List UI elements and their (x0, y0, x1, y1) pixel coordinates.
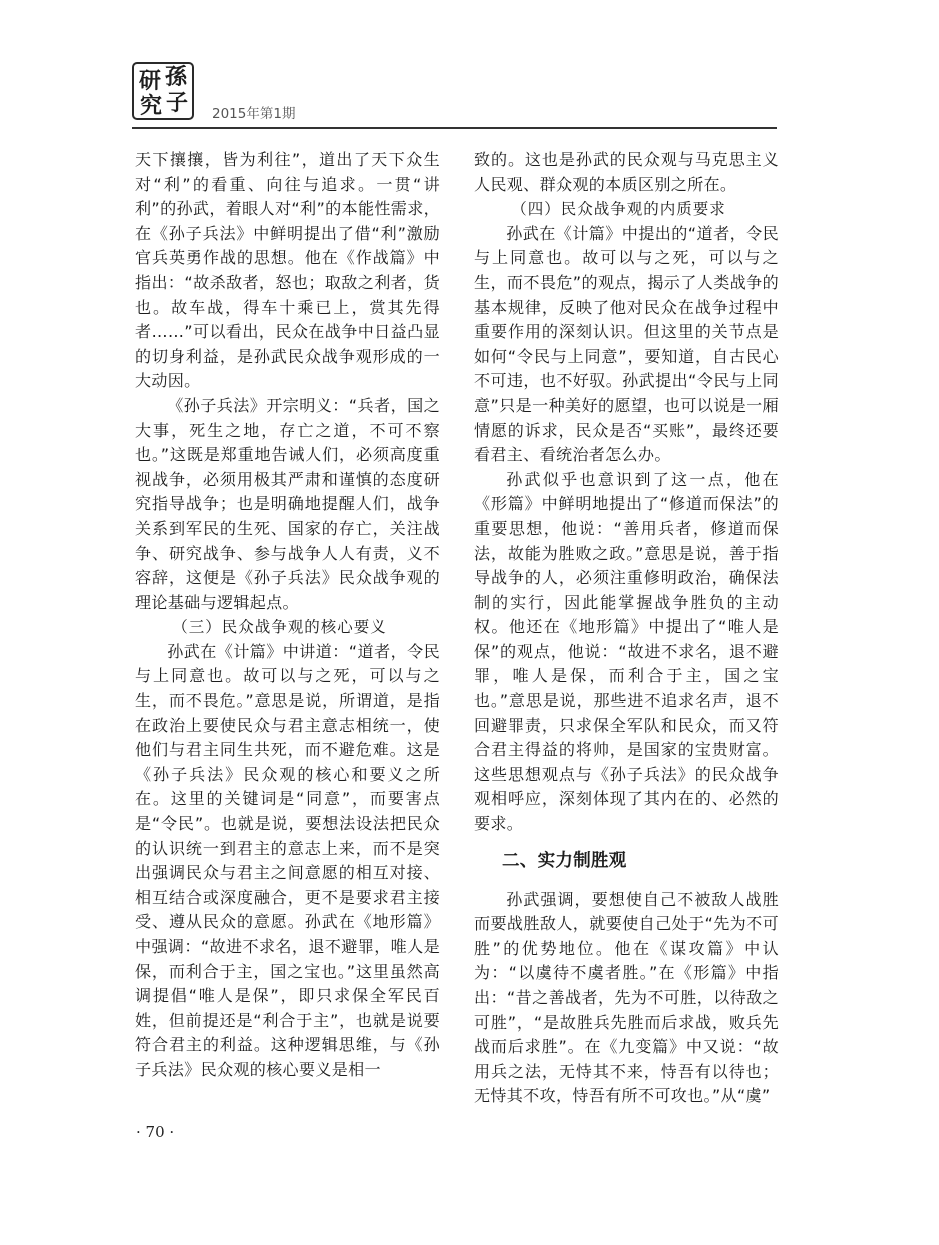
logo-char: 子 (166, 90, 189, 116)
subsection-heading: （四）民众战争观的内质要求 (511, 200, 726, 219)
paragraph: 孙武似乎也意识到了这一点，他在《形篇》中鲜明地提出了“修道而保法”的重要思想，他说：“善用兵者，修道而保法，故能为胜败之政。”意思是说，善于指导战争的人，必须注重修明政治，确保法制的实行，因此能掌握战争胜负的主动权。他还在《地形篇》中提出了“唯人是保”的观点，他说：“故进不求名，退不避罪，唯人是保，而利合于主，国之宝也。”意思是说，那些进不追求名声，退不回避罪责，只求保全军队和民众，而又符合君主得益的将帅，是国家的宝贵财富。这些思想观点与《孙子兵法》的民众战争观相呼应，深刻体现了其内在的、必然的要求。 (474, 469, 779, 834)
paragraph: 致的。这也是孙武的民众观与马克思主义人民观、群众观的本质区别之所在。 (474, 150, 779, 194)
header-rule (132, 127, 777, 129)
paragraph: 天下攘攘，皆为利往”，道出了天下众生对“利”的看重、向往与追求。一贯“讲利”的孙武，着眼人对“利”的本能性需求，在《孙子兵法》中鲜明提出了借“利”激励官兵英勇作战的思想。他在《作战篇》中指出：“故杀敌者，怒也；取敌之利者，货也。故车战，得车十乘已上，赏其先得者……”可以看出，民众在战争中日益凸显的切身利益，是孙武民众战争观形成的一大动因。 (135, 150, 440, 391)
paragraph: 孙武在《计篇》中讲道：“道者，令民与上同意也。故可以与之死，可以与之生，而不畏危。”意思是说，所谓道，是指在政治上要使民众与君主意志相统一，使他们与君主同生共死，而不避危难。这是《孙子兵法》民众观的核心和要义之所在。这里的关键词是“同意”，而要害点是“令民”。也就是说，要想法设法把民众的认识统一到君主的意志上来，而不是突出强调民众与君主之间意愿的相互对接、相互结合或深度融合，更不是要求君主接受、遵从民众的意愿。孙武在《地形篇》中强调：“故进不求名，退不避罪，唯人是保，而利合于主，国之宝也。”这里虽然高调提倡“唯人是保”，即只求保全军民百姓，但前提还是“利合于主”，也就是说要符合君主的利益。这种逻辑思维，与《孙子兵法》民众观的核心要义是相一 (135, 641, 440, 1079)
subsection-heading: （三）民众战争观的核心要义 (172, 618, 387, 637)
logo-char: 研 (139, 68, 162, 94)
logo-char: 孫 (165, 64, 188, 90)
paragraph: 《孙子兵法》开宗明义：“兵者，国之大事，死生之地，存亡之道，不可不察也。”这既是郑重地告诫人们，必须高度重视战争，必须用极其严肃和谨慎的态度研究指导战争；也是明确地提醒人们，战争关系到军民的生死、国家的存亡，关注战争、研究战争、参与战争人人有责，义不容辞，这便是《孙子兵法》民众战争观的理论基础与逻辑起点。 (135, 395, 440, 612)
page-header (132, 62, 777, 132)
left-column (135, 148, 440, 1083)
journal-logo (132, 62, 194, 120)
issue-label: 2015年第1期 (212, 106, 296, 122)
paragraph: 孙武强调，要想使自己不被敌人战胜而要战胜敌人，就要使自己处于“先为不可胜”的优势地位。他在《谋攻篇》中认为：“以虞待不虞者胜。”在《形篇》中指出：“昔之善战者，先为不可胜，以待敌之可胜”，“是故胜兵先胜而后求战，败兵先战而后求胜”。在《九变篇》中又说：“故用兵之法，无恃其不来，恃吾有以待也；无恃其不攻，恃吾有所不可攻也。”从“虞” (474, 889, 779, 1106)
section-heading: 二、实力制胜观 (502, 850, 627, 871)
logo-char: 究 (140, 93, 163, 119)
page-number: · 70 · (136, 1123, 175, 1141)
right-column (474, 148, 779, 1109)
paragraph: 孙武在《计篇》中提出的“道者，令民与上同意也。故可以与之死，可以与之生，而不畏危”的观点，揭示了人类战争的基本规律，反映了他对民众在战争过程中重要作用的深刻认识。但这里的关节点是如何“令民与上同意”，要知道，自古民心不可违，也不好驭。孙武提出“令民与上同意”只是一种美好的愿望，也可以说是一厢情愿的诉求，民众是否“买账”，最终还要看君主、看统治者怎么办。 (474, 223, 779, 465)
